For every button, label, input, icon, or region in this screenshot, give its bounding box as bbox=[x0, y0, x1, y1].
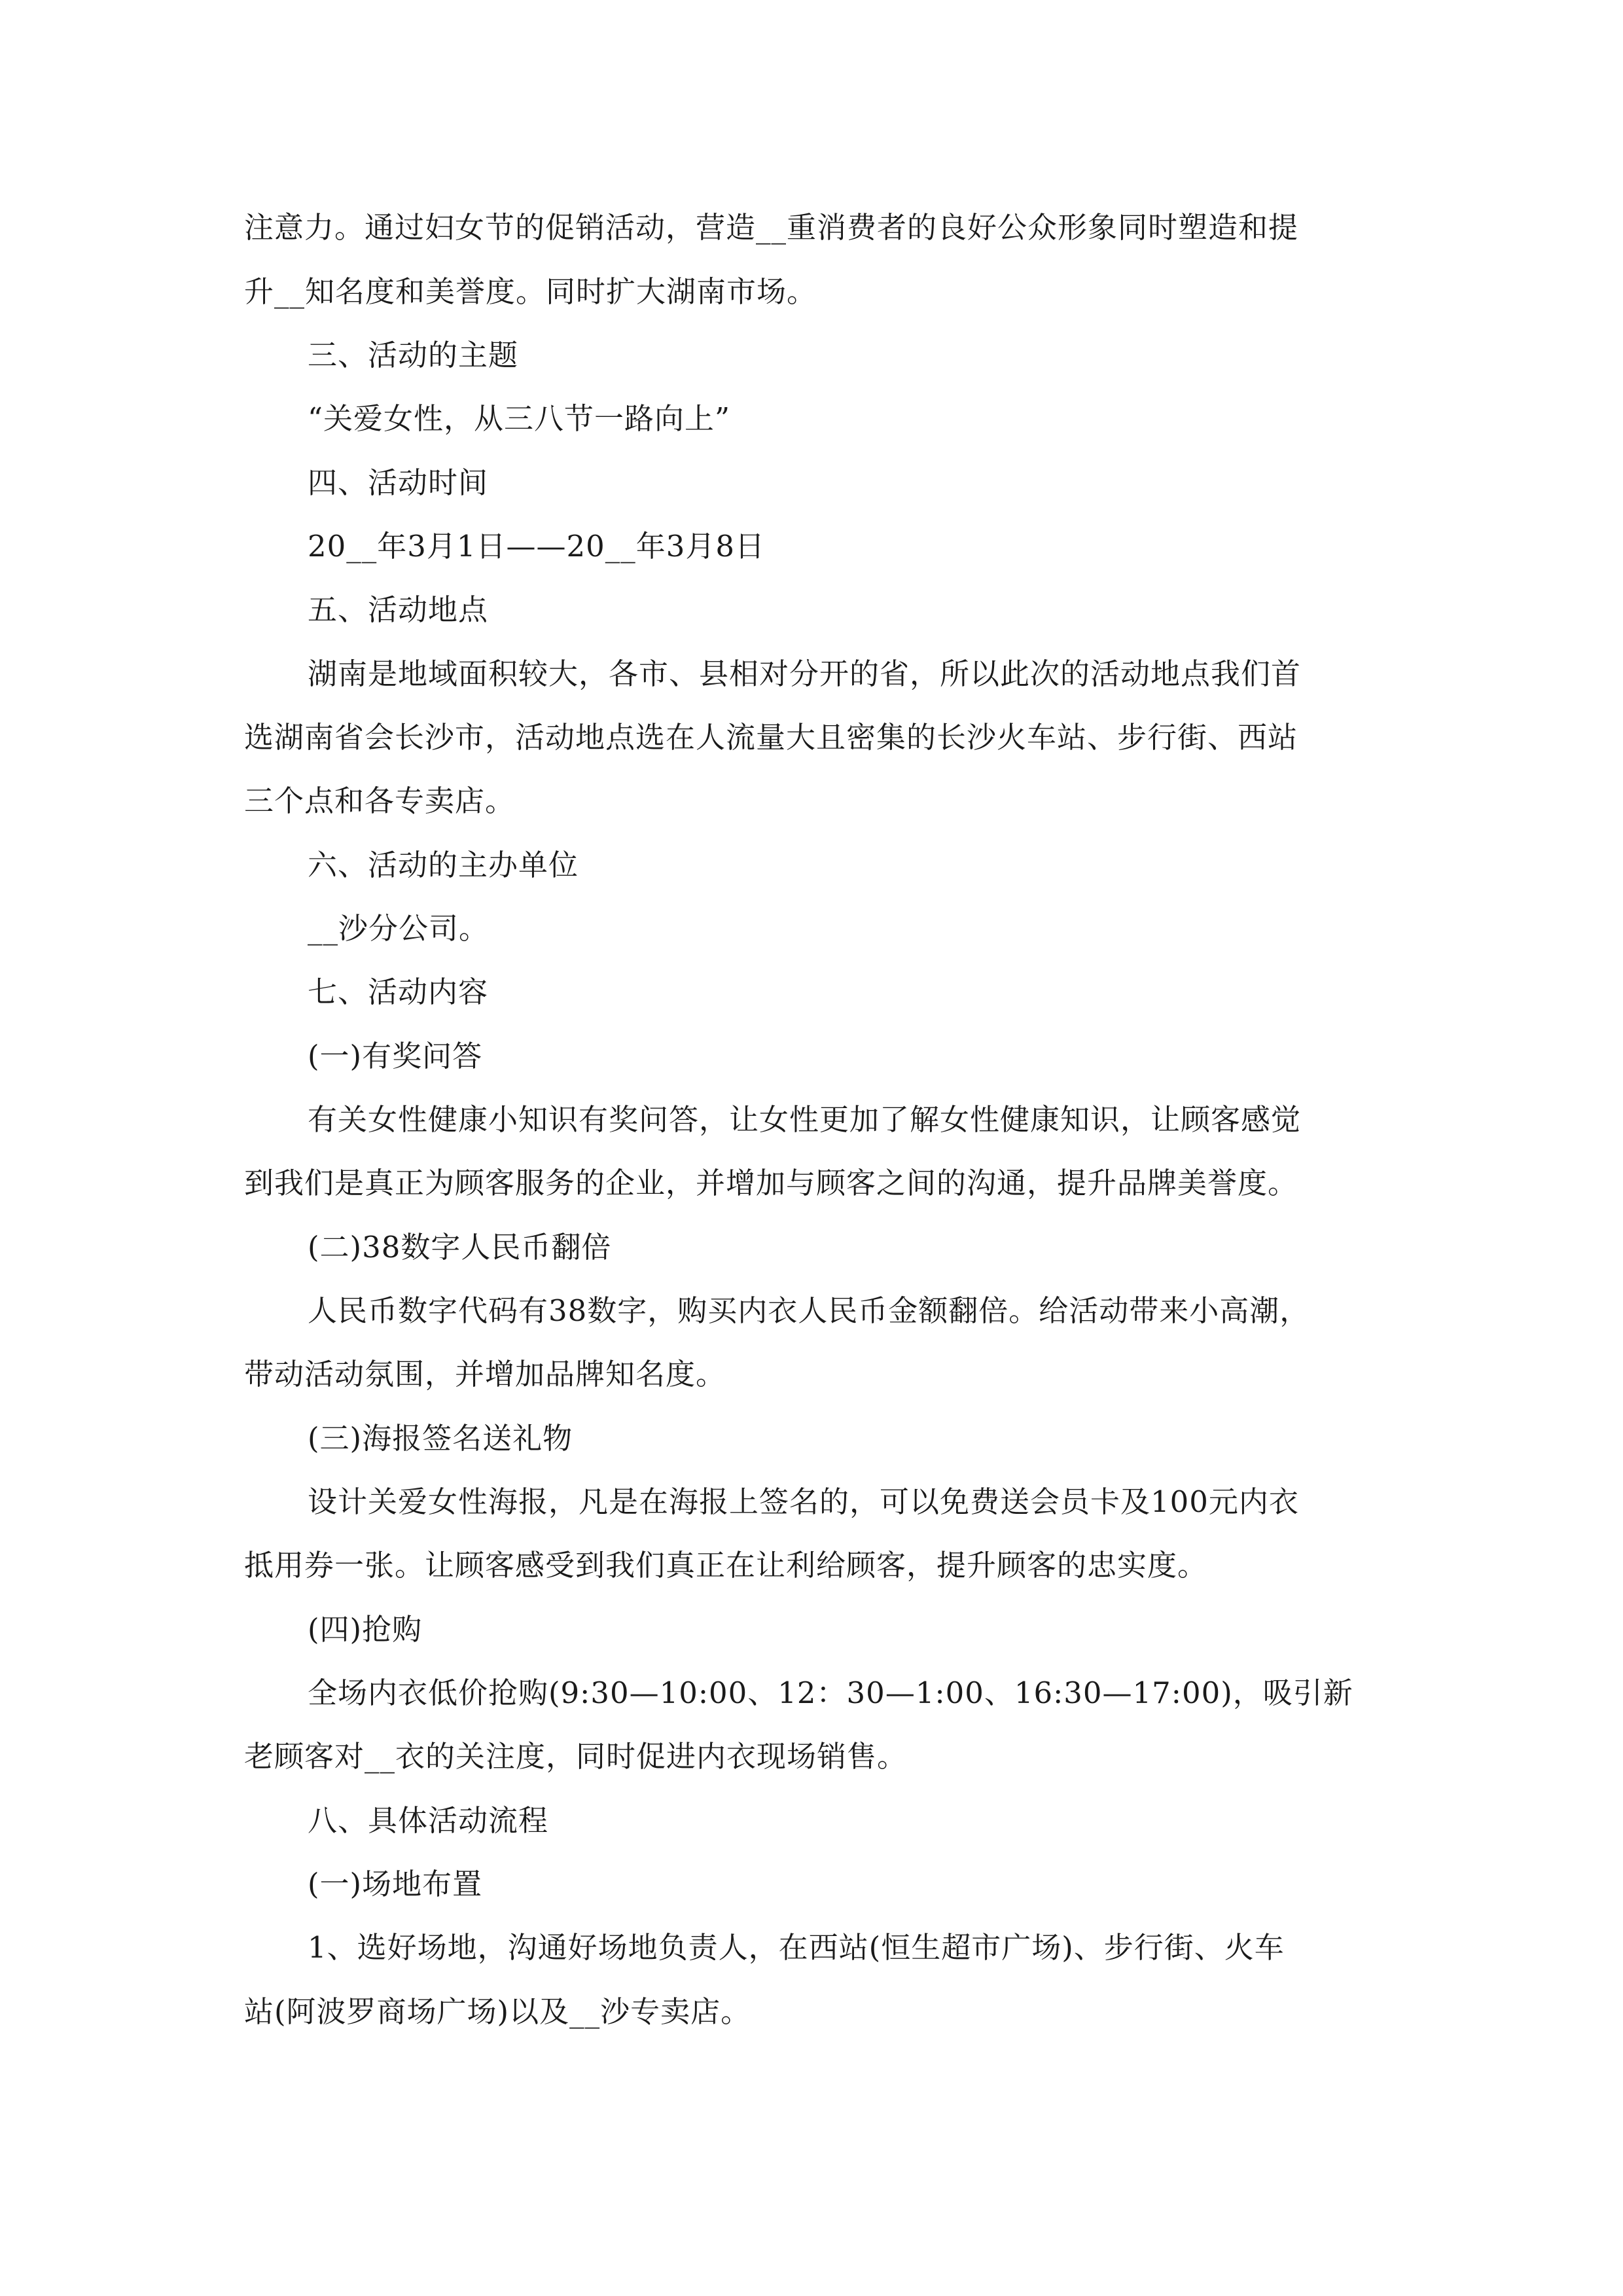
section-heading: 六、活动的主办单位 bbox=[308, 848, 579, 882]
section-heading: 五、活动地点 bbox=[308, 592, 489, 627]
section-heading: 四、活动时间 bbox=[308, 465, 489, 500]
subsection-heading: (二)38数字人民币翻倍 bbox=[308, 1230, 612, 1265]
paragraph-line: __沙分公司。 bbox=[308, 911, 490, 946]
paragraph-line: 到我们是真正为顾客服务的企业，并增加与顾客之间的沟通，提升品牌美誉度。 bbox=[244, 1166, 1298, 1200]
paragraph-line: 全场内衣低价抢购(9:30—10:00、12：30—1:00、16:30—17:00)，吸引新 bbox=[308, 1676, 1353, 1710]
subsection-heading: (三)海报签名送礼物 bbox=[308, 1421, 573, 1456]
section-heading: 八、具体活动流程 bbox=[308, 1803, 549, 1838]
paragraph-line: 1、选好场地，沟通好场地负责人，在西站(恒生超市广场)、步行街、火车 bbox=[308, 1930, 1285, 1965]
paragraph-line: 站(阿波罗商场广场)以及__沙专卖店。 bbox=[244, 1994, 751, 2029]
paragraph-line: 抵用券一张。让顾客感受到我们真正在让利给顾客，提升顾客的忠实度。 bbox=[244, 1548, 1208, 1583]
paragraph-line: 设计关爱女性海报，凡是在海报上签名的，可以免费送会员卡及100元内衣 bbox=[308, 1484, 1299, 1519]
paragraph-line: 有关女性健康小知识有奖问答，让女性更加了解女性健康知识，让顾客感觉 bbox=[308, 1102, 1302, 1137]
paragraph-line: 注意力。通过妇女节的促销活动，营造__重消费者的良好公众形象同时塑造和提 bbox=[244, 210, 1299, 245]
section-heading: 三、活动的主题 bbox=[308, 338, 519, 372]
subsection-heading: (一)有奖问答 bbox=[308, 1039, 483, 1073]
subsection-heading: (四)抢购 bbox=[308, 1612, 423, 1647]
subsection-heading: (一)场地布置 bbox=[308, 1867, 483, 1901]
paragraph-line: 三个点和各专卖店。 bbox=[244, 783, 516, 818]
date-range: 20__年3月1日——20__年3月8日 bbox=[308, 529, 766, 564]
paragraph-line: 选湖南省会长沙市，活动地点选在人流量大且密集的长沙火车站、步行街、西站 bbox=[244, 720, 1298, 755]
theme-quote: “关爱女性，从三八节一路向上” bbox=[308, 401, 731, 436]
paragraph-line: 湖南是地域面积较大，各市、县相对分开的省，所以此次的活动地点我们首 bbox=[308, 656, 1302, 691]
section-heading: 七、活动内容 bbox=[308, 975, 489, 1009]
paragraph-line: 人民币数字代码有38数字，购买内衣人民币金额翻倍。给活动带来小高潮， bbox=[308, 1293, 1310, 1328]
paragraph-line: 升__知名度和美誉度。同时扩大湖南市场。 bbox=[244, 274, 817, 309]
paragraph-line: 老顾客对__衣的关注度，同时促进内衣现场销售。 bbox=[244, 1739, 908, 1774]
paragraph-line: 带动活动氛围，并增加品牌知名度。 bbox=[244, 1357, 726, 1391]
